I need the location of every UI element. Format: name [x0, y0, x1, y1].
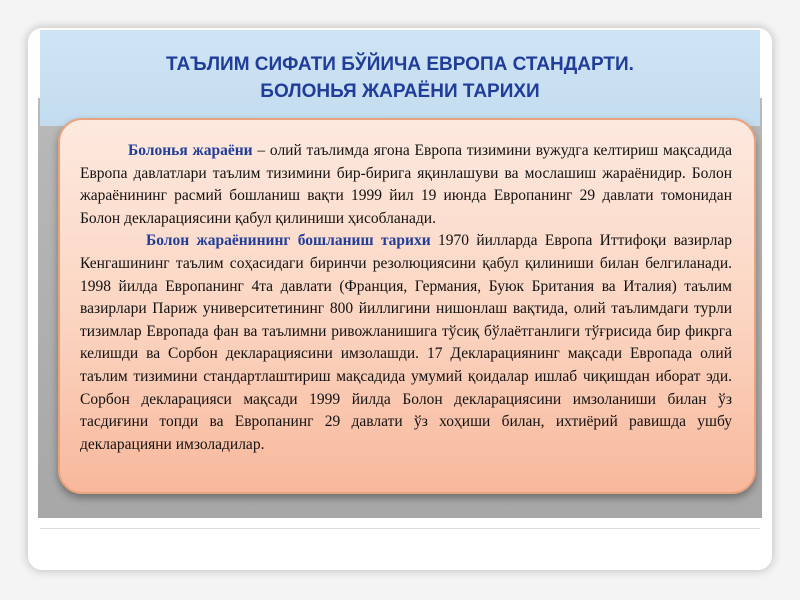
paragraph-bologna-history [80, 230, 732, 456]
paragraph-lead-term: Болонья жараёни [128, 142, 253, 159]
title-band [40, 30, 760, 126]
paragraph-body: 1970 йилларда Европа Иттифоқи вазирлар Кенгашининг таълим соҳасидаги биринчи резолюциясини қабул қилиниши билан белгиланади. 1998 йилда Европанинг 4та давлати (Франция, Германия, Буюк Британия ва Италия) таълим вазирлари Париж университетининг 800 йиллигини нишонлаш вақтида, олий таълимдаги турли тизимлар Европада фан ва таълимни ривожланишига тўсиқ бўлаётганлиги тўғрисида бир фикрга келишди ва Сорбон декларациясини имзолашди. 17 Декларациянинг мақсади Европада олий таълим тизимини стандартлаштириш мақсадида умумий қоидалар ишлаб чиқишдан иборат эди. Сорбон декларацияси мақсади 1999 йилда Болон декларациясини имзоланиши билан ўз тасдиғини топди ва Европанинг 29 давлати ўз хоҳиши билан, ихтиёрий равишда ушбу декларацияни имзоладилар. [80, 232, 732, 453]
paragraph-body: – олий таълимда ягона Европа тизимини вужудга келтириш мақсадида Европа давлатлари таълим тизимини бир-бирига яқинлашуви ва мослашиш жараёнидир. Болон жараёнининг расмий бошланиш вақти 1999 йил 19 июнда Европанинг 29 давлати томонидан Болон декларациясини қабул қилиниши ҳисобланади. [80, 142, 732, 227]
paragraph-bologna-process [80, 140, 732, 230]
bottom-strip [40, 528, 760, 563]
slide-title-line-2: БОЛОНЬЯ ЖАРАЁНИ ТАРИХИ [260, 81, 540, 102]
slide-title-line-1: ТАЪЛИМ СИФАТИ БЎЙИЧА ЕВРОПА СТАНДАРТИ. [166, 54, 634, 75]
paragraph-lead-term: Болон жараёнининг бошланиш тарихи [146, 232, 431, 250]
content-box [58, 118, 756, 494]
